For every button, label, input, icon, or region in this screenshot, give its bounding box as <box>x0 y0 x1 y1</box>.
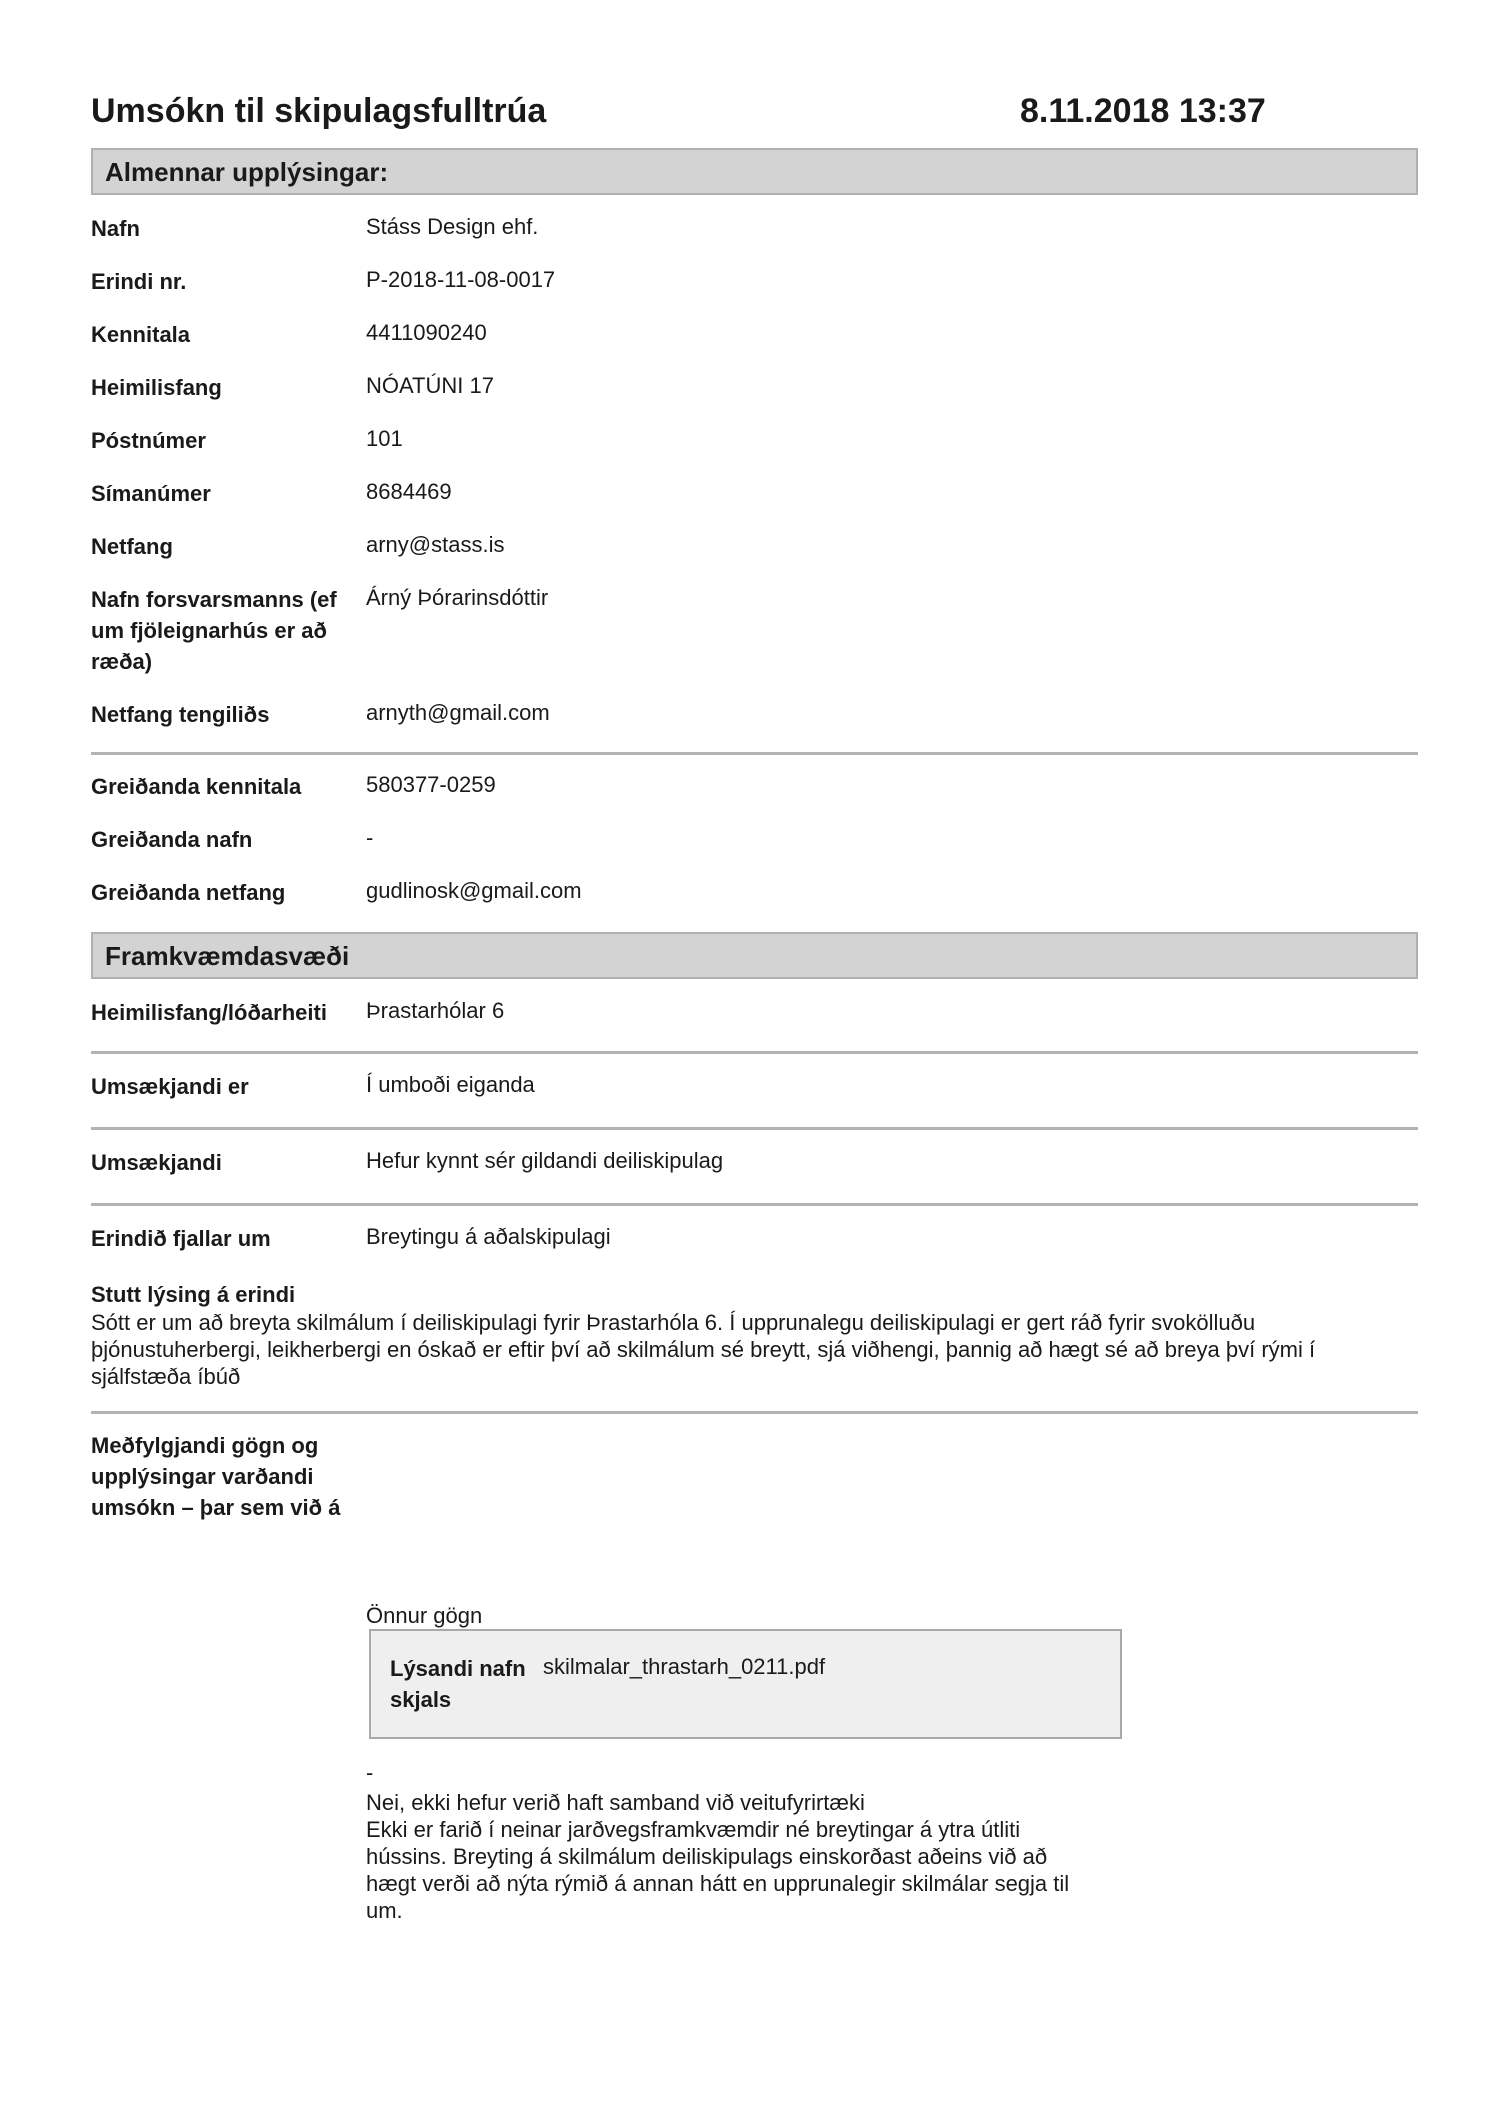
submission-datetime: 8.11.2018 13:37 <box>1020 92 1266 130</box>
field-label-payer-email: Greiðanda netfang <box>91 880 286 905</box>
representative-label-line: um fjöleignarhús er að <box>91 618 327 643</box>
description-line: sjálfstæða íbúð <box>91 1364 241 1389</box>
section-area-heading <box>91 932 1418 979</box>
section-general-title: Almennar upplýsingar: <box>105 157 389 187</box>
page-title: Umsókn til skipulagsfulltrúa <box>91 92 547 130</box>
description-line: þjónustuherbergi, leikherbergi en óskað er eftir því að skilmálum sé breytt, sjá viðhengi, þannig að hægt sé að breya því rými í <box>91 1337 1316 1362</box>
representative-label-line: ræða) <box>91 649 153 674</box>
field-label-subject: Erindið fjallar um <box>91 1226 271 1251</box>
file-label-line: Lýsandi nafn <box>390 1656 526 1681</box>
attachments-label-line: upplýsingar varðandi <box>91 1464 314 1489</box>
file-label-line: skjals <box>390 1687 452 1712</box>
contact-email-link[interactable]: arnyth@gmail.com <box>366 700 550 725</box>
field-value-case-number: P-2018-11-08-0017 <box>366 267 556 292</box>
field-value-name: Stáss Design ehf. <box>366 214 539 239</box>
attachments-label <box>91 1430 340 1523</box>
field-label-applicant: Umsækjandi <box>91 1150 222 1175</box>
section-general-heading <box>91 148 1418 195</box>
file-description-label <box>390 1653 526 1715</box>
field-label-id-number: Kennitala <box>91 322 191 347</box>
field-label-email: Netfang <box>91 534 173 559</box>
section-area-title: Framkvæmdasvæði <box>105 941 350 971</box>
field-label-payer-name: Greiðanda nafn <box>91 827 253 852</box>
field-label-applicant-is: Umsækjandi er <box>91 1074 249 1099</box>
field-value-representative: Árný Þórarinsdóttir <box>366 585 549 610</box>
field-label-postcode: Póstnúmer <box>91 428 206 453</box>
divider <box>91 1051 1418 1054</box>
field-label-name: Nafn <box>91 216 140 241</box>
email-link[interactable]: arny@stass.is <box>366 532 505 557</box>
attachment-file-link[interactable]: skilmalar_thrastarh_0211.pdf <box>543 1654 826 1679</box>
field-value-email[interactable] <box>366 529 504 560</box>
field-value-applicant-is: Í umboði eiganda <box>366 1072 535 1097</box>
description-line: Sótt er um að breyta skilmálum í deiliskipulagi fyrir Þrastarhóla 6. Í upprunalegu deiliskipulagi er gert ráð fyrir svokölluðu <box>91 1310 1256 1335</box>
field-value-payer-name: - <box>366 825 374 850</box>
field-value-payer-id: 580377-0259 <box>366 772 496 797</box>
field-value-plot-address: Þrastarhólar 6 <box>366 998 505 1023</box>
field-label-representative <box>91 584 337 677</box>
attachments-dash: - <box>366 1760 374 1785</box>
description-label: Stutt lýsing á erindi <box>91 1282 296 1307</box>
field-value-payer-email[interactable] <box>366 875 582 906</box>
field-value-postcode: 101 <box>366 426 403 451</box>
attachments-notes <box>366 1789 1146 1924</box>
note-line: um. <box>366 1898 403 1923</box>
field-value-id-number: 4411090240 <box>366 320 487 345</box>
divider <box>91 1411 1418 1414</box>
field-value-address: NÓATÚNI 17 <box>366 373 494 398</box>
note-line: hægt verði að nýta rýmið á annan hátt en upprunalegir skilmálar segja til <box>366 1871 1070 1896</box>
description-text <box>91 1309 1418 1390</box>
note-line: Nei, ekki hefur verið haft samband við veitufyrirtæki <box>366 1790 865 1815</box>
divider <box>91 752 1418 755</box>
field-label-plot-address: Heimilisfang/lóðarheiti <box>91 1000 327 1025</box>
note-line: hússins. Breyting á skilmálum deiliskipulags einskorðast aðeins við að <box>366 1844 1048 1869</box>
field-label-payer-id: Greiðanda kennitala <box>91 774 302 799</box>
attachments-label-line: umsókn – þar sem við á <box>91 1495 341 1520</box>
note-line: Ekki er farið í neinar jarðvegsframkvæmdir né breytingar á ytra útliti <box>366 1817 1021 1842</box>
field-label-phone: Símanúmer <box>91 481 211 506</box>
field-label-address: Heimilisfang <box>91 375 222 400</box>
field-value-contact-email[interactable] <box>366 697 550 728</box>
field-label-case-number: Erindi nr. <box>91 269 187 294</box>
representative-label-line: Nafn forsvarsmanns (ef <box>91 587 337 612</box>
divider <box>91 1203 1418 1206</box>
field-label-contact-email: Netfang tengiliðs <box>91 702 270 727</box>
payer-email-link[interactable]: gudlinosk@gmail.com <box>366 878 582 903</box>
other-docs-label: Önnur gögn <box>366 1603 483 1628</box>
field-value-subject: Breytingu á aðalskipulagi <box>366 1224 611 1249</box>
attachments-label-line: Meðfylgjandi gögn og <box>91 1433 319 1458</box>
field-value-phone: 8684469 <box>366 479 452 504</box>
divider <box>91 1127 1418 1130</box>
attachment-file-box <box>369 1629 1122 1739</box>
field-value-applicant: Hefur kynnt sér gildandi deiliskipulag <box>366 1148 724 1173</box>
